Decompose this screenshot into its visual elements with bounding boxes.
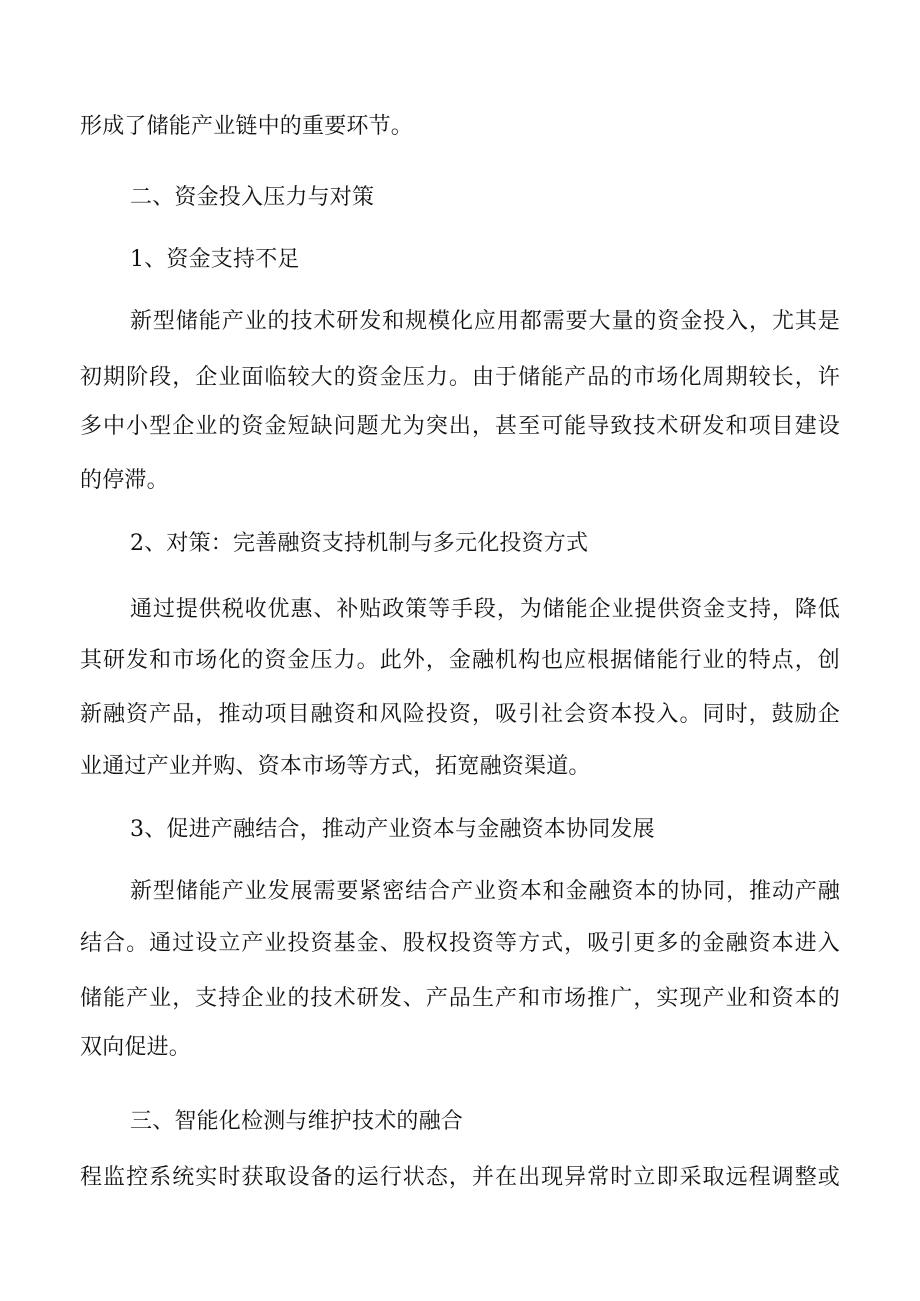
subheading-2: 2、对策：完善融资支持机制与多元化投资方式	[130, 531, 589, 556]
paragraph-2-line-3: 新融资产品，推动项目融资和风险投资，吸引社会资本投入。同时，鼓励企	[80, 702, 840, 727]
paragraph-1-line-3: 多中小型企业的资金短缺问题尤为突出，甚至可能导致技术研发和项目建设	[80, 414, 840, 439]
paragraph-2-line-2: 其研发和市场化的资金压力。此外，金融机构也应根据储能行业的特点，创	[80, 648, 840, 673]
paragraph-2-line-4: 业通过产业并购、资本市场等方式，拓宽融资渠道。	[80, 754, 591, 779]
paragraph-1-line-1: 新型储能产业的技术研发和规模化应用都需要大量的资金投入，尤其是	[130, 309, 840, 334]
paragraph-3-line-4: 双向促进。	[80, 1035, 192, 1060]
paragraph-4-line-1: 程监控系统实时获取设备的运行状态，并在出现异常时立即采取远程调整或	[80, 1165, 840, 1190]
paragraph-3-line-1: 新型储能产业发展需要紧密结合产业资本和金融资本的协同，推动产融	[130, 879, 840, 904]
paragraph-2-line-1: 通过提供税收优惠、补贴政策等手段，为储能企业提供资金支持，降低	[130, 597, 840, 622]
paragraph-1-line-2: 初期阶段，企业面临较大的资金压力。由于储能产品的市场化周期较长，许	[80, 365, 840, 390]
section-heading-3: 三、智能化检测与维护技术的融合	[130, 1109, 464, 1134]
paragraph-1-line-4: 的停滞。	[80, 468, 169, 493]
section-heading-2: 二、资金投入压力与对策	[130, 185, 375, 210]
paragraph-3-line-3: 储能产业，支持企业的技术研发、产品生产和市场推广，实现产业和资本的	[80, 986, 840, 1011]
subheading-1: 1、资金支持不足	[130, 247, 300, 272]
paragraph-3-line-2: 结合。通过设立产业投资基金、股权投资等方式，吸引更多的金融资本进入	[80, 931, 840, 956]
paragraph-continuation-line: 形成了储能产业链中的重要环节。	[80, 114, 414, 139]
subheading-3: 3、促进产融结合，推动产业资本与金融资本协同发展	[130, 817, 655, 842]
